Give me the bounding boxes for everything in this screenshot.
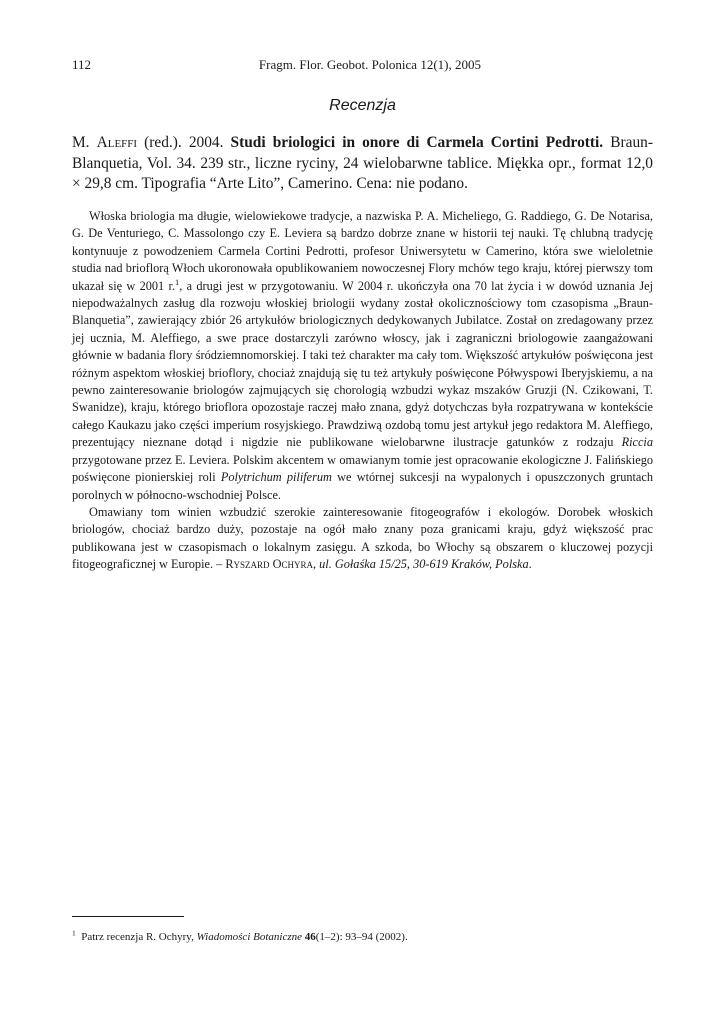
editor-year: (red.). 2004. — [137, 134, 231, 151]
footnote-rule — [72, 916, 184, 917]
paragraph-1-text-a: Włoska briologia ma długie, wielowiekowe tradycje, a nazwiska P. A. Micheliego, G. Raddiego, G. De Notarisa, G. De Venturiego, C. Massolongo czy E. Leviera są bardzo dobrze znane w historii tej nauki. Tę chlubną tradycję kontynuuje z powodzeniem Carmela Cortini Pedrotti, profesor Uniwersytetu w Camerino, która swe wieloletnie studia nad brioflorą Włoch ukoronowała opublikowaniem nowoczesnej Flory mchów tego kraju, której pierwszy tom ukazał się w 2001 r. — [72, 209, 653, 293]
paragraph-1 — [72, 208, 653, 504]
book-title: Studi briologici in onore di Carmela Cortini Pedrotti. — [230, 134, 604, 151]
paragraph-2 — [72, 504, 653, 574]
genus-name-riccia: Riccia — [621, 435, 653, 450]
species-name-polytrichum: Polytrichum piliferum — [220, 470, 332, 485]
paragraph-1-text-b: , a drugi jest w przygotowaniu. W 2004 r. ukończyła ona 70 lat życia i w dowód uznania Jej niepodważalnych zasług dla rozwoju włoskiej briologii wydany został okolicznościowy tom czasopisma „Braun-Blanquetia”, zawierający zbiór 26 artykułów briologicznych dedykowanych Jubilatce. Został on zredagowany przez jej ucznia, M. Aleffiego, a swe prace dostarczyli zarówno włoscy, jak i zagraniczni briologowie zaangażowani głównie w badania flory śródziemnomorskiej. I taki też charakter ma cały tom. Większość artykułów poświęcona jest różnym aspektom włoskiej brioflory, chociaż znajdują się tu też artykuły poświęcone Półwyspowi Iberyjskiemu, a na pewno zainteresowanie briologów zajmujących się chorologią wzbudzi wykaz mszaków Gruzji (N. Czikowani, T. Swanidze), kraju, którego brioflora opozostaje raczej mało znana, gdyż dotychczas była rozpatrywana w kontekście całego Kaukazu jako części imperium rosyjskiego. Prawdziwą ozdobą tomu jest artykuł jego redaktora M. Aleffiego, prezentujący nieznane dotąd i nigdzie nie publikowane wielobarwne ilustracje gatunków z rodzaju — [72, 278, 653, 450]
section-title: Recenzja — [329, 97, 396, 114]
book-citation — [72, 133, 653, 195]
reviewer-separator: , — [312, 557, 320, 572]
footnote-volume: 46 — [304, 931, 316, 943]
paragraph-2-end: . — [528, 557, 532, 572]
author-initial: M. — [72, 134, 97, 151]
paragraph-2-text-a: Omawiany tom winien wzbudzić szerokie zainteresowanie fitogeografów i ekologów. Dorobek włoskich briologów, chociaż bardzo duży, pozostaje na ogół mało znany poza granicami kraju, gdyż większość prac publikowana jest w czasopismach o lokalnym zasięgu. A szkoda, bo Włochy są obszarem o kluczowej pozycji fitogeograficznej w Europie. – — [72, 504, 653, 572]
paragraph-1-text-c: przygotowane przez E. Leviera. Polskim akcentem w omawianym tomie jest opracowanie ekologiczne J. Falińskiego poświęcone pionierskiej roli — [72, 452, 653, 485]
author-surname: Aleffi — [96, 134, 138, 151]
book-details: Braun-Blanquetia, Vol. 34. 239 str., liczne ryciny, 24 wielobarwne tablice. Miękka opr., format 12,0 × 29,8 cm. Tipografia “Arte Lito”, Camerino. Cena: nie podano. — [72, 134, 653, 192]
paragraph-1-text-d: we wtórnej sukcesji na wypalonych i opuszczonych gruntach porolnych w północno-wschodniej Polsce. — [72, 470, 653, 502]
footnote-journal: Wiadomości Botaniczne — [196, 931, 302, 943]
footnote-marker: 1 — [72, 928, 76, 938]
page — [72, 0, 653, 1024]
review-body — [72, 208, 653, 574]
reviewer-name: Ryszard Ochyra — [225, 557, 313, 572]
reviewer-address: ul. Gołaśka 15/25, 30-619 Kraków, Polska — [319, 557, 529, 572]
page-number: 112 — [72, 57, 92, 72]
footnote-text-a: Patrz recenzja R. Ochyry, — [81, 931, 197, 943]
journal-reference: Fragm. Flor. Geobot. Polonica 12(1), 2005 — [258, 57, 481, 72]
footnote-reference: 1 — [175, 277, 180, 287]
footnote — [72, 930, 653, 944]
footnote-text-b: (1–2): 93–94 (2002). — [315, 931, 408, 943]
